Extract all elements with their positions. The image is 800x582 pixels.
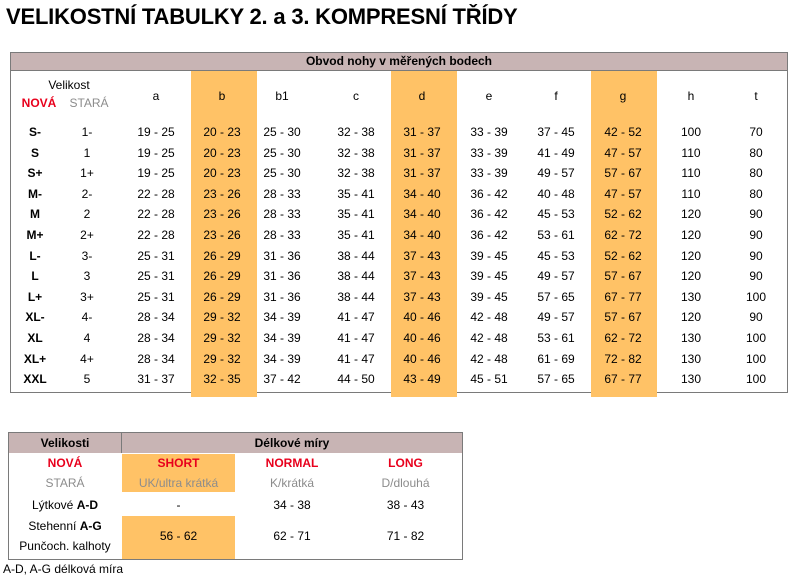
measure-cell: 36 - 42 (470, 228, 508, 242)
thigh-normal-value: 62 - 71 (273, 529, 311, 543)
measure-cell: 25 - 31 (137, 289, 175, 304)
measure-cell: 72 - 82 (604, 351, 642, 366)
size-old: 1 (83, 145, 91, 160)
measure-cell: 19 - 25 (137, 145, 175, 160)
measure-cell: 37 - 45 (537, 125, 575, 139)
size-old: 3- (81, 248, 93, 263)
length-short-old: UK/ultra krátká (138, 476, 219, 490)
measure-cell: 90 (749, 228, 763, 242)
size-old: 4 (83, 331, 91, 345)
measure-cell: 41 - 47 (337, 331, 375, 345)
column-header-b: b (218, 89, 226, 103)
measure-cell: 62 - 72 (604, 331, 642, 345)
column-header-f: f (554, 89, 558, 103)
measure-cell: 120 (680, 207, 702, 222)
size-old: 1+ (80, 166, 94, 181)
measure-cell: 37 - 43 (403, 269, 441, 284)
measure-cell: 47 - 57 (604, 186, 642, 201)
measure-cell: 44 - 50 (337, 372, 375, 387)
measure-cell: 20 - 23 (203, 145, 241, 160)
measure-cell: 39 - 45 (470, 248, 508, 263)
column-header-g: g (619, 89, 627, 103)
measure-cell: 43 - 49 (403, 372, 441, 387)
measure-cell: 67 - 77 (604, 372, 642, 387)
measure-cell: 28 - 33 (263, 186, 301, 201)
length-table (8, 432, 463, 560)
measure-cell: 57 - 67 (604, 310, 642, 325)
measure-cell: 26 - 29 (203, 289, 241, 304)
measure-cell: 32 - 35 (203, 372, 241, 387)
measure-cell: 42 - 52 (604, 125, 642, 139)
measure-cell: 34 - 40 (403, 207, 441, 222)
measure-cell: 120 (680, 228, 702, 242)
measure-cell: 32 - 38 (337, 125, 375, 139)
measure-cell: 23 - 26 (203, 207, 241, 222)
measure-cell: 26 - 29 (203, 269, 241, 284)
measure-cell: 130 (680, 372, 702, 387)
measure-cell: 33 - 39 (470, 125, 508, 139)
size-old: 2 (83, 207, 91, 222)
length-short: SHORT (157, 456, 200, 470)
size-new: XL+ (23, 351, 47, 366)
measure-cell: 130 (680, 351, 702, 366)
column-header-e: e (485, 89, 493, 103)
measure-cell: 38 - 44 (337, 248, 375, 263)
measure-cell: 41 - 47 (337, 351, 375, 366)
length-table-lengths-header: Délkové míry (122, 433, 462, 453)
measure-cell: 80 (749, 166, 763, 181)
length-normal-old: K/krátká (269, 476, 314, 490)
measure-cell: 110 (681, 145, 701, 160)
measure-cell: 34 - 39 (263, 331, 301, 345)
thigh-long-value: 71 - 82 (386, 529, 425, 543)
measure-cell: 19 - 25 (137, 166, 175, 181)
measure-cell: 41 - 49 (537, 145, 575, 160)
measure-cell: 45 - 51 (470, 372, 508, 387)
size-new: L- (29, 248, 41, 263)
measure-cell: 57 - 65 (537, 372, 575, 387)
length-new-label: NOVÁ (47, 456, 83, 470)
measure-cell: 120 (680, 269, 702, 284)
measure-cell: 28 - 34 (137, 310, 175, 325)
measure-cell: 29 - 32 (203, 331, 241, 345)
measure-cell: 23 - 26 (203, 228, 241, 242)
calf-long-value: 38 - 43 (386, 498, 425, 512)
measure-cell: 28 - 34 (137, 351, 175, 366)
new-size-label: NOVÁ (21, 96, 57, 110)
measure-cell: 100 (745, 289, 767, 304)
old-size-label: STARÁ (69, 96, 109, 110)
measure-cell: 100 (745, 372, 767, 387)
measure-cell: 120 (680, 310, 702, 325)
measure-cell: 100 (745, 331, 767, 345)
measure-cell: 36 - 42 (470, 207, 508, 222)
size-new: XL (27, 331, 43, 345)
measure-cell: 110 (681, 166, 701, 181)
measure-cell: 38 - 44 (337, 289, 375, 304)
measure-cell: 100 (745, 351, 767, 366)
measure-cell: 33 - 39 (470, 166, 508, 181)
column-header-t: t (754, 89, 758, 103)
measure-cell: 37 - 43 (403, 248, 441, 263)
measure-cell: 49 - 57 (537, 310, 575, 325)
measure-cell: 90 (749, 248, 763, 263)
measure-cell: 36 - 42 (470, 186, 508, 201)
size-old: 4- (81, 310, 93, 325)
size-new: L (31, 269, 39, 284)
measure-cell: 31 - 37 (403, 125, 441, 139)
measure-cell: 42 - 48 (470, 351, 508, 366)
measure-cell: 70 (749, 125, 763, 139)
measure-cell: 90 (749, 310, 763, 325)
measure-cell: 35 - 41 (337, 186, 375, 201)
measure-cell: 34 - 39 (263, 310, 301, 325)
measure-cell: 53 - 61 (537, 331, 575, 345)
measure-cell: 57 - 67 (604, 166, 642, 181)
measure-cell: 100 (680, 125, 702, 139)
size-new: S- (29, 125, 41, 139)
measure-cell: 31 - 37 (137, 372, 175, 387)
measure-cell: 35 - 41 (337, 207, 375, 222)
length-table-size-header: Velikosti (9, 433, 122, 453)
size-new: S (30, 145, 39, 160)
measure-cell: 33 - 39 (470, 145, 508, 160)
measure-cell: 22 - 28 (137, 186, 175, 201)
length-normal: NORMAL (265, 456, 319, 470)
size-old: 2+ (80, 228, 94, 242)
length-long-old: D/dlouhá (381, 476, 430, 490)
measure-cell: 32 - 38 (337, 145, 375, 160)
measure-cell: 45 - 53 (537, 207, 575, 222)
size-new: M (30, 207, 40, 222)
measure-cell: 35 - 41 (337, 228, 375, 242)
pantyhose-label: Punčoch. kalhoty (19, 539, 111, 553)
size-label: Velikost (48, 78, 90, 92)
size-old: 2- (81, 186, 93, 201)
size-table (10, 52, 788, 393)
measure-cell: 49 - 57 (537, 269, 575, 284)
measure-cell: 34 - 39 (263, 351, 301, 366)
measure-cell: 130 (680, 331, 702, 345)
size-old: 5 (83, 372, 91, 387)
size-new: XXL (23, 372, 47, 387)
measure-cell: 22 - 28 (137, 228, 175, 242)
calf-short-value: - (176, 498, 181, 512)
footnote: A-D, A-G délková míra (3, 562, 124, 576)
measure-cell: 67 - 77 (604, 289, 642, 304)
measure-cell: 34 - 40 (403, 186, 441, 201)
measure-cell: 130 (680, 289, 702, 304)
measure-cell: 57 - 67 (604, 269, 642, 284)
column-header-c: c (353, 89, 359, 103)
measure-cell: 19 - 25 (137, 125, 175, 139)
measure-cell: 90 (749, 207, 763, 222)
measure-cell: 38 - 44 (337, 269, 375, 284)
measure-cell: 40 - 46 (403, 331, 441, 345)
measure-cell: 32 - 38 (337, 166, 375, 181)
measure-cell: 20 - 23 (203, 125, 241, 139)
length-old-label: STARÁ (45, 476, 85, 490)
measure-cell: 80 (749, 145, 763, 160)
measure-cell: 52 - 62 (604, 207, 642, 222)
size-new: XL- (25, 310, 45, 325)
measure-cell: 52 - 62 (604, 248, 642, 263)
measure-cell: 25 - 31 (137, 248, 175, 263)
measure-cell: 40 - 48 (537, 186, 575, 201)
measure-cell: 31 - 36 (263, 269, 301, 284)
size-old: 3 (83, 269, 91, 284)
measure-cell: 61 - 69 (537, 351, 575, 366)
measure-cell: 53 - 61 (537, 228, 575, 242)
measure-cell: 25 - 31 (137, 269, 175, 284)
size-new: M- (28, 186, 42, 201)
measure-cell: 37 - 42 (263, 372, 301, 387)
measure-cell: 90 (749, 269, 763, 284)
column-header-b1: b1 (275, 89, 289, 103)
page-title: VELIKOSTNÍ TABULKY 2. a 3. KOMPRESNÍ TŘÍDY (6, 4, 518, 29)
measure-cell: 29 - 32 (203, 310, 241, 325)
measure-cell: 49 - 57 (537, 166, 575, 181)
measure-cell: 31 - 37 (403, 145, 441, 160)
measure-cell: 57 - 65 (537, 289, 575, 304)
measure-cell: 34 - 40 (403, 228, 441, 242)
measure-cell: 37 - 43 (403, 289, 441, 304)
measure-cell: 31 - 36 (263, 289, 301, 304)
measure-cell: 40 - 46 (403, 351, 441, 366)
calf-normal-value: 34 - 38 (273, 498, 311, 512)
measure-cell: 28 - 34 (137, 331, 175, 345)
measure-cell: 42 - 48 (470, 310, 508, 325)
measure-cell: 31 - 37 (403, 166, 441, 181)
measure-cell: 25 - 30 (263, 166, 301, 181)
size-old: 3+ (80, 289, 94, 304)
measure-cell: 42 - 48 (470, 331, 508, 345)
measure-cell: 47 - 57 (604, 145, 642, 160)
size-new: M+ (26, 228, 44, 242)
measure-cell: 120 (680, 248, 702, 263)
measure-cell: 23 - 26 (203, 186, 241, 201)
thigh-short-value: 56 - 62 (159, 529, 198, 543)
calf-length-label: Lýtkové A-D (31, 498, 99, 512)
measure-cell: 39 - 45 (470, 269, 508, 284)
measure-cell: 28 - 33 (263, 228, 301, 242)
size-table-header: Obvod nohy v měřených bodech (11, 53, 787, 71)
measure-cell: 45 - 53 (537, 248, 575, 263)
thigh-length-label: Stehenní A-G (28, 519, 102, 533)
measure-cell: 62 - 72 (604, 228, 642, 242)
measure-cell: 26 - 29 (203, 248, 241, 263)
column-header-h: h (687, 89, 695, 103)
size-new: S+ (27, 166, 43, 181)
size-new: L+ (27, 289, 43, 304)
measure-cell: 39 - 45 (470, 289, 508, 304)
measure-cell: 22 - 28 (137, 207, 175, 222)
measure-cell: 25 - 30 (263, 145, 301, 160)
column-header-a: a (152, 89, 160, 103)
column-header-d: d (418, 89, 426, 103)
measure-cell: 29 - 32 (203, 351, 241, 366)
measure-cell: 80 (749, 186, 763, 201)
size-old: 1- (81, 125, 93, 139)
measure-cell: 41 - 47 (337, 310, 375, 325)
measure-cell: 31 - 36 (263, 248, 301, 263)
measure-cell: 110 (681, 186, 701, 201)
measure-cell: 25 - 30 (263, 125, 301, 139)
measure-cell: 40 - 46 (403, 310, 441, 325)
measure-cell: 28 - 33 (263, 207, 301, 222)
measure-cell: 20 - 23 (203, 166, 241, 181)
length-long: LONG (388, 456, 423, 470)
size-old: 4+ (80, 351, 94, 366)
